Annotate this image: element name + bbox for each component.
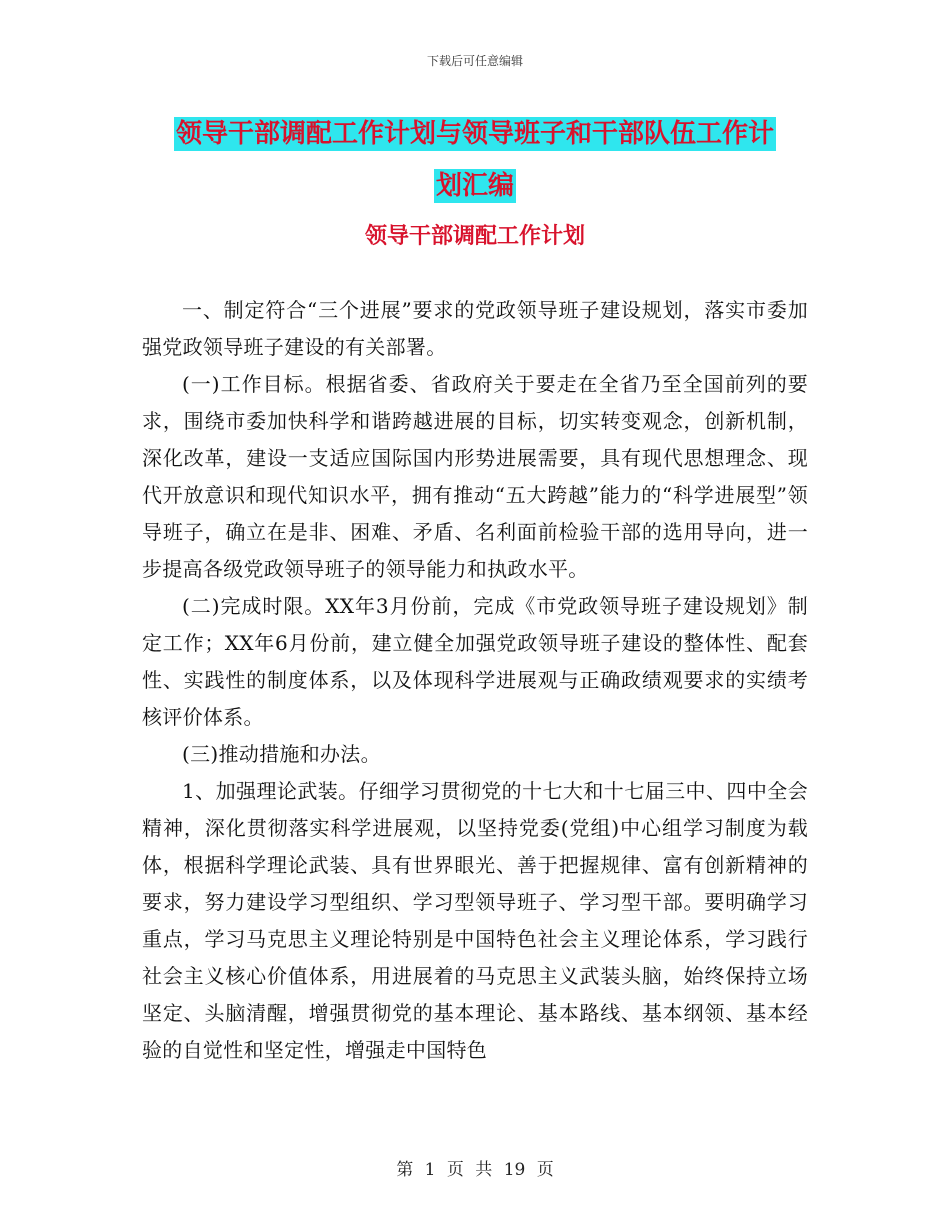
header-note: 下载后可任意编辑 bbox=[426, 54, 523, 68]
document-title-line-2: 划汇编 bbox=[435, 171, 514, 201]
paragraph: 1、加强理论武装。仔细学习贯彻党的十七大和十七届三中、四中全会精神，深化贯彻落实科学进展观，以坚持党委(党组)中心组学习制度为载体，根据科学理论武装、具有世界眼光、善于把握规律、富有创新精神的要求，努力建设学习型组织、学习型领导班子、学习型干部。要明确学习重点，学习马克思主义理论特别是中国特色社会主义理论体系，学习践行社会主义核心价值体系，用进展着的马克思主义武装头脑，始终保持立场坚定、头脑清醒，增强贯彻党的基本理论、基本路线、基本纲领、基本经验的自觉性和坚定性，增强走中国特色 bbox=[142, 779, 808, 1062]
page-number-footer: 第 1 页 共 19 页 bbox=[396, 1160, 554, 1180]
paragraph: (三)推动措施和办法。 bbox=[182, 742, 381, 766]
document-title-line-1: 领导干部调配工作计划与领导班子和干部队伍工作计 bbox=[175, 119, 774, 149]
paragraph: 一、制定符合“三个进展”要求的党政领导班子建设规划，落实市委加强党政领导班子建设的有关部署。 bbox=[142, 298, 808, 359]
document-title bbox=[0, 108, 950, 212]
paragraph: (二)完成时限。XX年3月份前，完成《市党政领导班子建设规划》制定工作；XX年6月份前，建立健全加强党政领导班子建设的整体性、配套性、实践性的制度体系，以及体现科学进展观与正确政绩观要求的实绩考核评价体系。 bbox=[142, 594, 808, 729]
paragraph: (一)工作目标。根据省委、省政府关于要走在全省乃至全国前列的要求，围绕市委加快科学和谐跨越进展的目标，切实转变观念，创新机制，深化改革，建设一支适应国际国内形势进展需要，具有现代思想理念、现代开放意识和现代知识水平，拥有推动“五大跨越”能力的“科学进展型”领导班子，确立在是非、困难、矛盾、名利面前检验干部的选用导向，进一步提高各级党政领导班子的领导能力和执政水平。 bbox=[142, 372, 808, 581]
document-body bbox=[142, 292, 808, 1069]
section-title: 领导干部调配工作计划 bbox=[364, 224, 585, 249]
